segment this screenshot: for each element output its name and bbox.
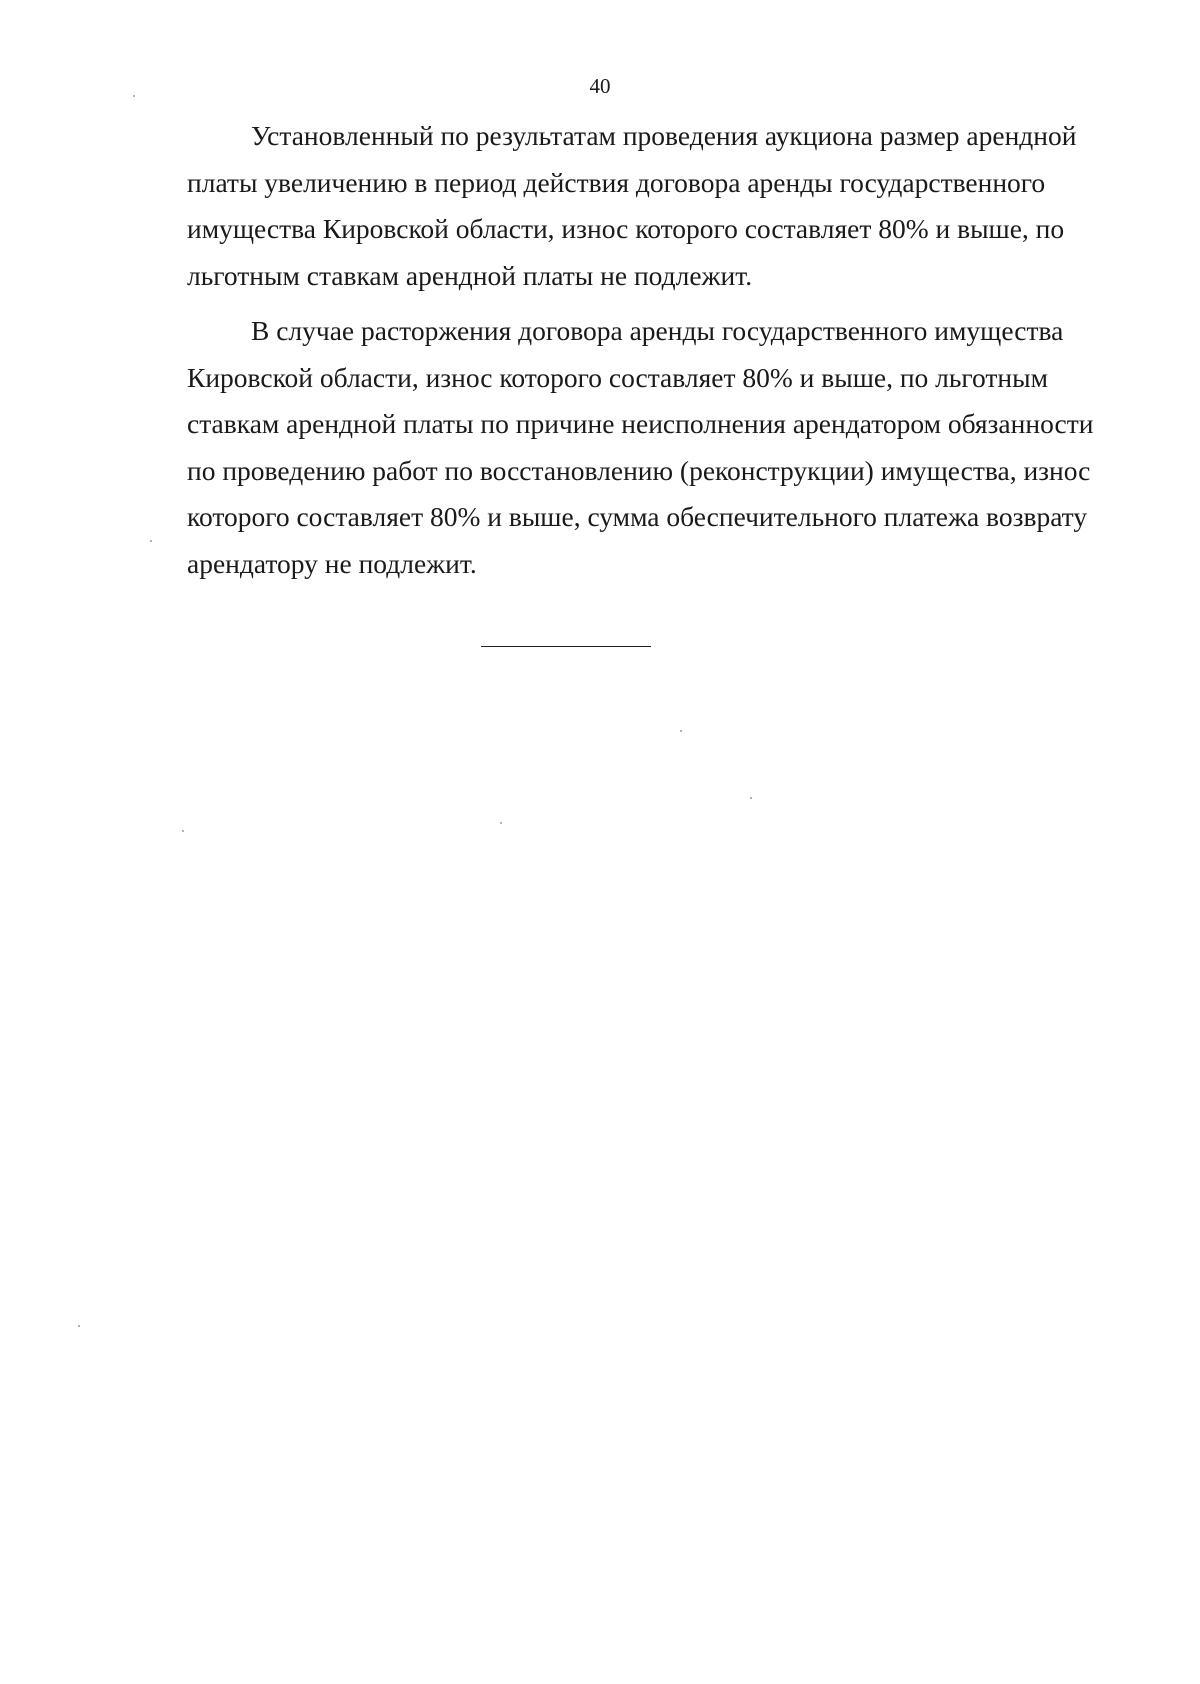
scan-speck (150, 540, 152, 542)
scan-speck (680, 730, 682, 732)
paragraph-line: Установленный по результатам проведения аукциона размер арендной (251, 120, 1077, 151)
paragraph-line: платы увеличению в период действия договора аренды государственного (187, 166, 1046, 198)
paragraph-line: по проведению работ по восстановлению (реконструкции) имущества, износ (187, 454, 1091, 486)
paragraph-line: арендатору не подлежит. (187, 547, 477, 579)
document-body (187, 113, 1094, 596)
scan-speck (78, 1325, 80, 1327)
paragraph-line: которого составляет 80% и выше, сумма обеспечительного платежа возврату (187, 501, 1088, 532)
paragraph-line: В случае расторжения договора аренды государственного имущества (251, 315, 1064, 346)
page-number: 40 (589, 74, 611, 98)
paragraph-2 (187, 308, 1094, 587)
scan-speck (500, 822, 502, 824)
paragraph-line: ставкам арендной платы по причине неисполнения арендатором обязанности (187, 408, 1094, 439)
scan-speck (750, 797, 752, 799)
paragraph-1 (187, 113, 1077, 299)
scan-speck (133, 95, 135, 97)
paragraph-line: Кировской области, износ которого составляет 80% и выше, по льготным (187, 361, 1049, 393)
scan-speck (182, 830, 184, 832)
paragraph-line: имущества Кировской области, износ которого составляет 80% и выше, по (187, 213, 1065, 244)
closing-rule (481, 646, 651, 647)
paragraph-line: льготным ставкам арендной платы не подлежит. (187, 259, 753, 291)
